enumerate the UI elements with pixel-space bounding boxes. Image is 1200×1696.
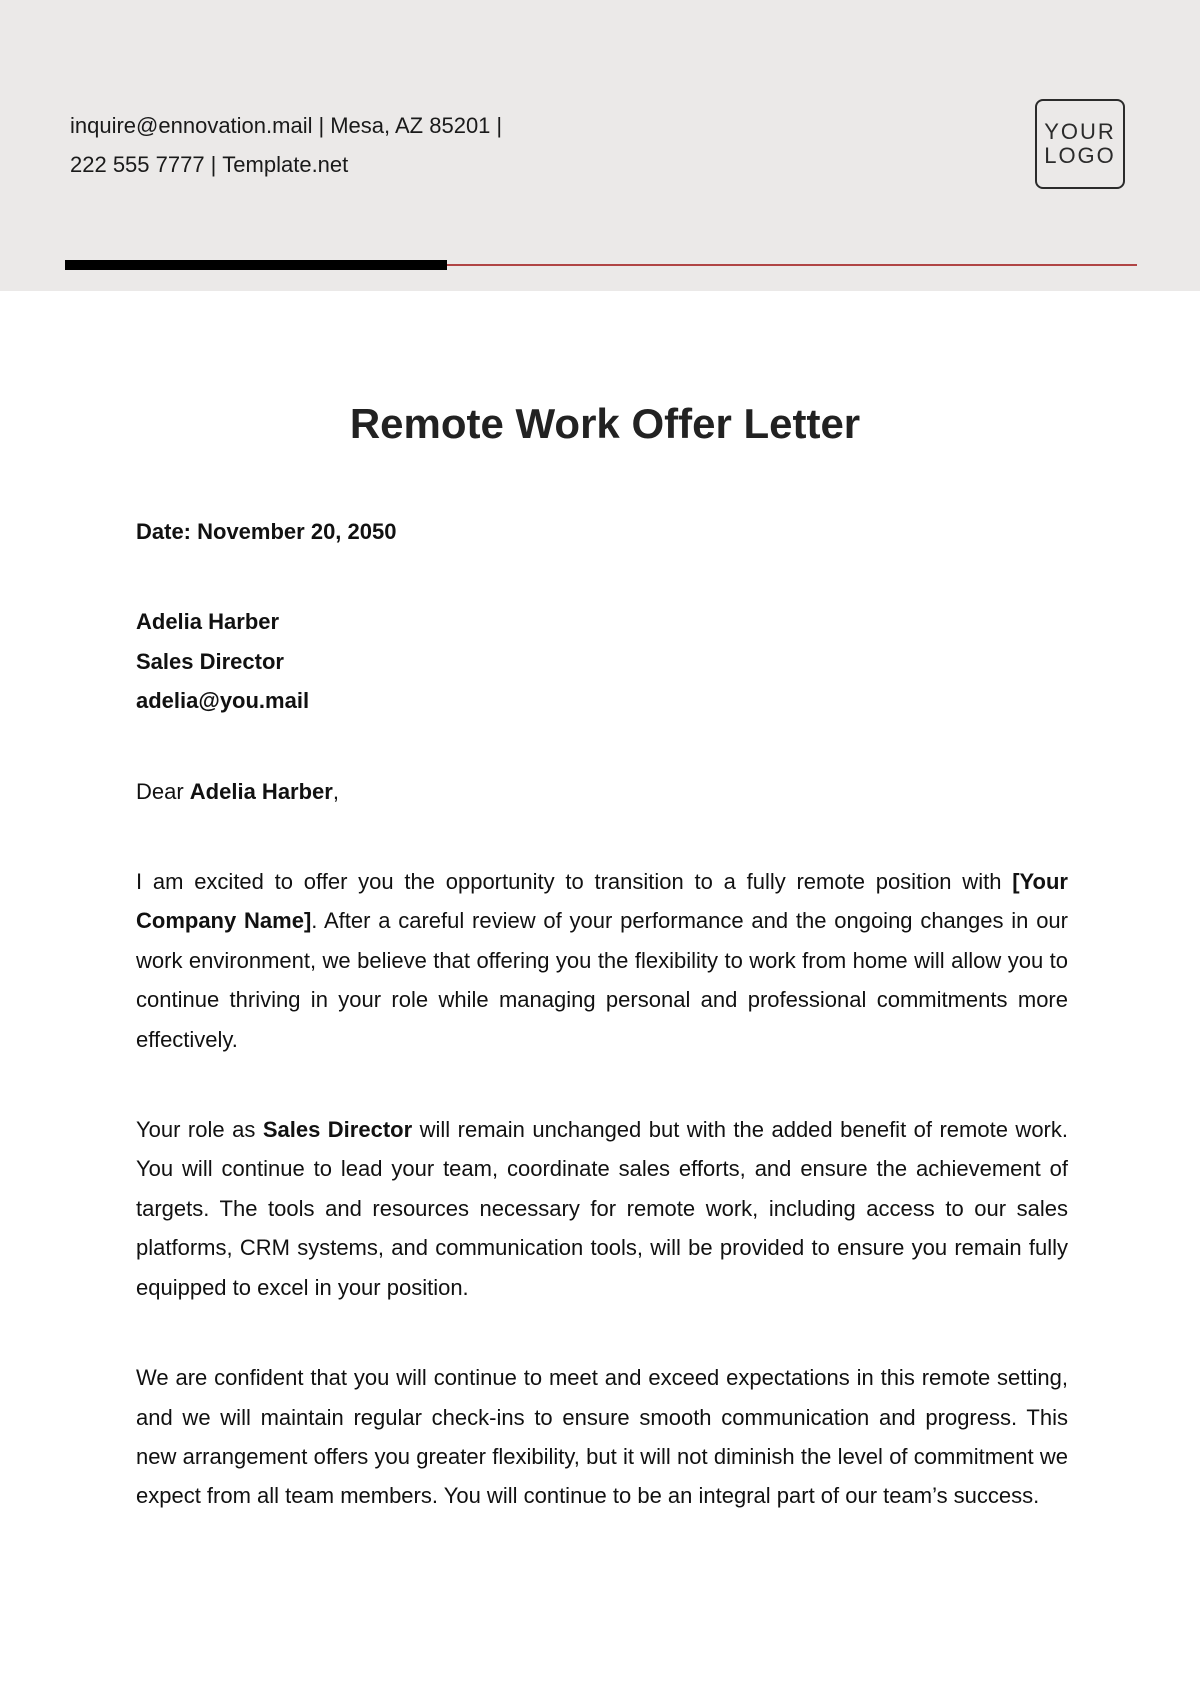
role-name: Sales Director	[262, 1117, 413, 1143]
contact-email: inquire@ennovation.mail	[70, 113, 313, 138]
recipient-title: Sales Director	[136, 648, 284, 674]
separator: |	[210, 152, 217, 177]
contact-website: Template.net	[222, 152, 349, 177]
company-name-placeholder: [Your Company Name]	[136, 869, 1068, 934]
paragraph-2-text-b: will remain unchanged but with the added benefit of remote work. You will continue to lead your team, coordinate sales efforts, and ensure the achievement of targets. The tools and resources necessary for remote work, including access to our sales platforms, CRM systems, and communication tools, will be provided to ensure you remain fully equipped to excel in your position.	[136, 1117, 1068, 1300]
paragraph-1	[136, 862, 1068, 1059]
contact-line-2	[70, 145, 508, 184]
paragraph-2	[136, 1110, 1068, 1307]
recipient-block	[136, 602, 1068, 720]
paragraph-3: We are confident that you will continue to meet and exceed expectations in this remote setting, and we will maintain regular check-ins to ensure smooth communication and progress. This new arrangement offers you greater flexibility, but it will not diminish the level of commitment we expect from all team members. You will continue to be an integral part of our team’s success.	[136, 1365, 1068, 1509]
logo-text-line-1: YOUR	[1044, 119, 1116, 144]
letter-date: Date: November 20, 2050	[136, 519, 397, 544]
separator: |	[496, 113, 503, 138]
recipient-name: Adelia Harber	[136, 609, 280, 635]
salutation	[136, 772, 1068, 811]
contact-address: Mesa, AZ 85201	[330, 113, 491, 138]
paragraph-2-text-a: Your role as	[136, 1117, 263, 1143]
paragraph-1-text-a: I am excited to offer you the opportunity to transition to a fully remote position with	[136, 869, 1013, 895]
logo-text-line-2: LOGO	[1044, 143, 1116, 168]
salutation-name: Adelia Harber	[189, 778, 333, 804]
contact-info	[70, 106, 508, 184]
salutation-prefix: Dear	[136, 778, 190, 804]
contact-line-1	[70, 106, 508, 145]
recipient-email: adelia@you.mail	[136, 688, 310, 714]
contact-phone: 222 555 7777	[70, 152, 205, 177]
paragraph-1-text-b: . After a careful review of your performance and the ongoing changes in our work environment, we believe that offering you the flexibility to work from home will allow you to continue thriving in your role while managing personal and professional commitments more effectively.	[136, 908, 1068, 1052]
separator: |	[318, 113, 325, 138]
letterhead	[0, 0, 1200, 291]
letter-title: Remote Work Offer Letter	[349, 400, 861, 447]
letter-body	[136, 512, 1068, 1567]
logo-placeholder	[1035, 99, 1125, 189]
salutation-suffix: ,	[332, 778, 339, 804]
header-divider-thin	[447, 264, 1137, 266]
header-divider-thick	[65, 260, 447, 270]
